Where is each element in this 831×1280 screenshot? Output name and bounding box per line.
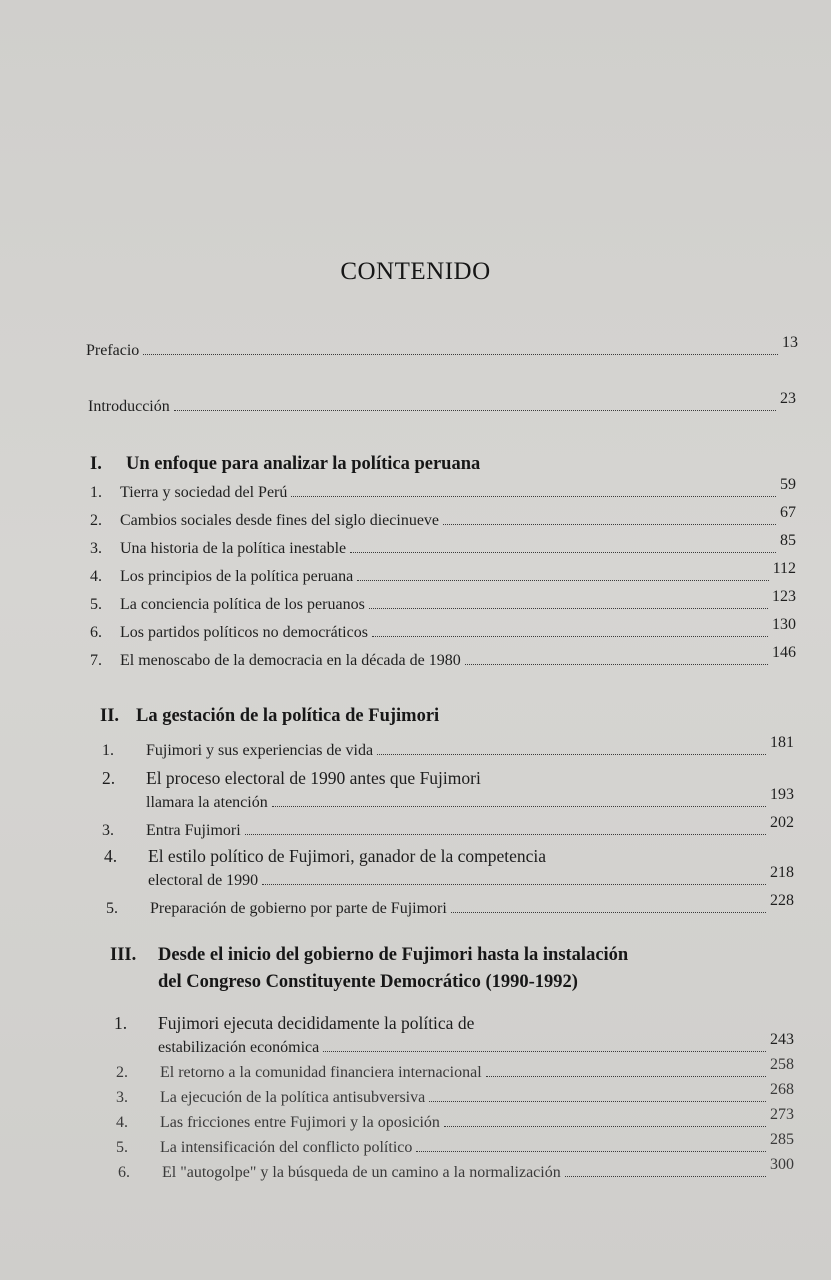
entry-label: Las fricciones entre Fujimori y la oposición bbox=[160, 1114, 440, 1131]
toc-entry bbox=[90, 644, 796, 670]
leader-dots bbox=[245, 834, 766, 835]
entry-label: Los principios de la política peruana bbox=[120, 568, 354, 585]
part-heading bbox=[90, 454, 480, 475]
part-numeral: II. bbox=[100, 706, 120, 726]
leader-dots bbox=[174, 410, 776, 411]
part-heading bbox=[100, 706, 439, 727]
entry-page: 300 bbox=[770, 1156, 794, 1173]
entry-label: Tierra y sociedad del Perú bbox=[120, 484, 288, 501]
entry-number: 4. bbox=[116, 1114, 128, 1131]
entry-page: 218 bbox=[770, 864, 794, 881]
toc-entry-line1 bbox=[102, 768, 481, 789]
leader-dots bbox=[416, 1151, 766, 1152]
leader-dots bbox=[291, 496, 776, 497]
entry-number: 2. bbox=[102, 768, 116, 788]
toc-entry bbox=[90, 588, 796, 614]
entry-number: 6. bbox=[118, 1164, 130, 1181]
leader-dots bbox=[323, 1051, 766, 1052]
toc-entry-prefacio bbox=[86, 334, 798, 360]
toc-entry bbox=[102, 734, 794, 760]
leader-dots bbox=[262, 884, 766, 885]
entry-page: 285 bbox=[770, 1131, 794, 1148]
entry-number: 1. bbox=[114, 1013, 128, 1033]
entry-number: 5. bbox=[116, 1139, 128, 1156]
entry-number: 2. bbox=[116, 1064, 128, 1081]
entry-label: Prefacio bbox=[86, 342, 140, 359]
toc-entry-line2 bbox=[146, 786, 794, 812]
toc-entry-line2 bbox=[148, 864, 794, 890]
leader-dots bbox=[565, 1176, 766, 1177]
leader-dots bbox=[143, 354, 778, 355]
entry-label: Preparación de gobierno por parte de Fujimori bbox=[150, 900, 447, 917]
leader-dots bbox=[350, 552, 776, 553]
toc-entry bbox=[102, 814, 794, 840]
entry-page: 202 bbox=[770, 814, 794, 831]
entry-label: El retorno a la comunidad financiera internacional bbox=[160, 1064, 482, 1081]
leader-dots bbox=[272, 806, 766, 807]
entry-label: El proceso electoral de 1990 antes que Fujimori bbox=[146, 768, 481, 788]
entry-label: El "autogolpe" y la búsqueda de un camino a la normalización bbox=[162, 1164, 561, 1181]
entry-page: 146 bbox=[772, 644, 796, 661]
entry-page: 123 bbox=[772, 588, 796, 605]
part-heading bbox=[110, 945, 628, 966]
entry-page: 130 bbox=[772, 616, 796, 633]
entry-label: La ejecución de la política antisubversiva bbox=[160, 1089, 426, 1106]
entry-label: Los partidos políticos no democráticos bbox=[120, 624, 368, 641]
part-title: La gestación de la política de Fujimori bbox=[136, 706, 440, 726]
entry-page: 23 bbox=[780, 390, 796, 407]
toc-entry bbox=[90, 560, 796, 586]
toc-entry bbox=[116, 1056, 794, 1082]
entry-label: Fujimori ejecuta decididamente la política de bbox=[158, 1013, 475, 1033]
leader-dots bbox=[443, 524, 776, 525]
entry-number: 3. bbox=[116, 1089, 128, 1106]
entry-label: Una historia de la política inestable bbox=[120, 540, 347, 557]
entry-label-continued: electoral de 1990 bbox=[148, 872, 259, 889]
entry-page: 181 bbox=[770, 734, 794, 751]
entry-page: 228 bbox=[770, 892, 794, 909]
toc-entry-line1 bbox=[114, 1013, 474, 1034]
leader-dots bbox=[465, 664, 768, 665]
part-heading-continued: del Congreso Constituyente Democrático (1990-1992) bbox=[158, 972, 578, 992]
entry-number: 3. bbox=[90, 540, 102, 557]
entry-label: Entra Fujimori bbox=[146, 822, 241, 839]
part-numeral: III. bbox=[110, 945, 137, 965]
entry-number: 4. bbox=[104, 846, 118, 866]
part-title: Un enfoque para analizar la política peruana bbox=[126, 454, 481, 474]
entry-label: La intensificación del conflicto político bbox=[160, 1139, 413, 1156]
entry-label-continued: estabilización económica bbox=[158, 1039, 320, 1056]
toc-entry bbox=[90, 504, 796, 530]
entry-number: 1. bbox=[102, 742, 114, 759]
entry-page: 59 bbox=[780, 476, 796, 493]
toc-entry bbox=[90, 476, 796, 502]
toc-entry bbox=[116, 1081, 794, 1107]
page-title: CONTENIDO bbox=[340, 258, 491, 285]
toc-entry bbox=[116, 1131, 794, 1157]
entry-page: 13 bbox=[782, 334, 798, 351]
entry-page: 193 bbox=[770, 786, 794, 803]
leader-dots bbox=[357, 580, 768, 581]
toc-entry bbox=[118, 1156, 794, 1182]
entry-page: 243 bbox=[770, 1031, 794, 1048]
entry-number: 3. bbox=[102, 822, 114, 839]
entry-label: Introducción bbox=[88, 398, 170, 415]
leader-dots bbox=[377, 754, 766, 755]
entry-number: 4. bbox=[90, 568, 102, 585]
entry-label-continued: llamara la atención bbox=[146, 794, 268, 811]
toc-entry bbox=[90, 616, 796, 642]
entry-page: 112 bbox=[772, 560, 796, 577]
entry-page: 258 bbox=[770, 1056, 794, 1073]
toc-entry bbox=[90, 532, 796, 558]
leader-dots bbox=[429, 1101, 766, 1102]
entry-page: 273 bbox=[770, 1106, 794, 1123]
leader-dots bbox=[372, 636, 768, 637]
entry-number: 2. bbox=[90, 512, 102, 529]
toc-entry-line1 bbox=[104, 846, 546, 867]
part-numeral: I. bbox=[90, 454, 102, 474]
entry-label: La conciencia política de los peruanos bbox=[120, 596, 365, 613]
toc-entry-introduccion bbox=[88, 390, 796, 416]
entry-label: Fujimori y sus experiencias de vida bbox=[146, 742, 374, 759]
leader-dots bbox=[451, 912, 766, 913]
entry-number: 5. bbox=[106, 900, 118, 917]
entry-label: El menoscabo de la democracia en la década de 1980 bbox=[120, 652, 461, 669]
leader-dots bbox=[369, 608, 768, 609]
entry-page: 85 bbox=[780, 532, 796, 549]
entry-number: 5. bbox=[90, 596, 102, 613]
toc-entry-line2 bbox=[158, 1031, 794, 1057]
toc-entry bbox=[116, 1106, 794, 1132]
entry-page: 268 bbox=[770, 1081, 794, 1098]
leader-dots bbox=[486, 1076, 766, 1077]
entry-label: El estilo político de Fujimori, ganador de la competencia bbox=[148, 846, 547, 866]
entry-label: Cambios sociales desde fines del siglo diecinueve bbox=[120, 512, 440, 529]
entry-page: 67 bbox=[780, 504, 796, 521]
part-title: Desde el inicio del gobierno de Fujimori hasta la instalación bbox=[158, 945, 629, 965]
entry-number: 6. bbox=[90, 624, 102, 641]
toc-entry bbox=[106, 892, 794, 918]
leader-dots bbox=[444, 1126, 766, 1127]
entry-number: 7. bbox=[90, 652, 102, 669]
entry-number: 1. bbox=[90, 484, 102, 501]
